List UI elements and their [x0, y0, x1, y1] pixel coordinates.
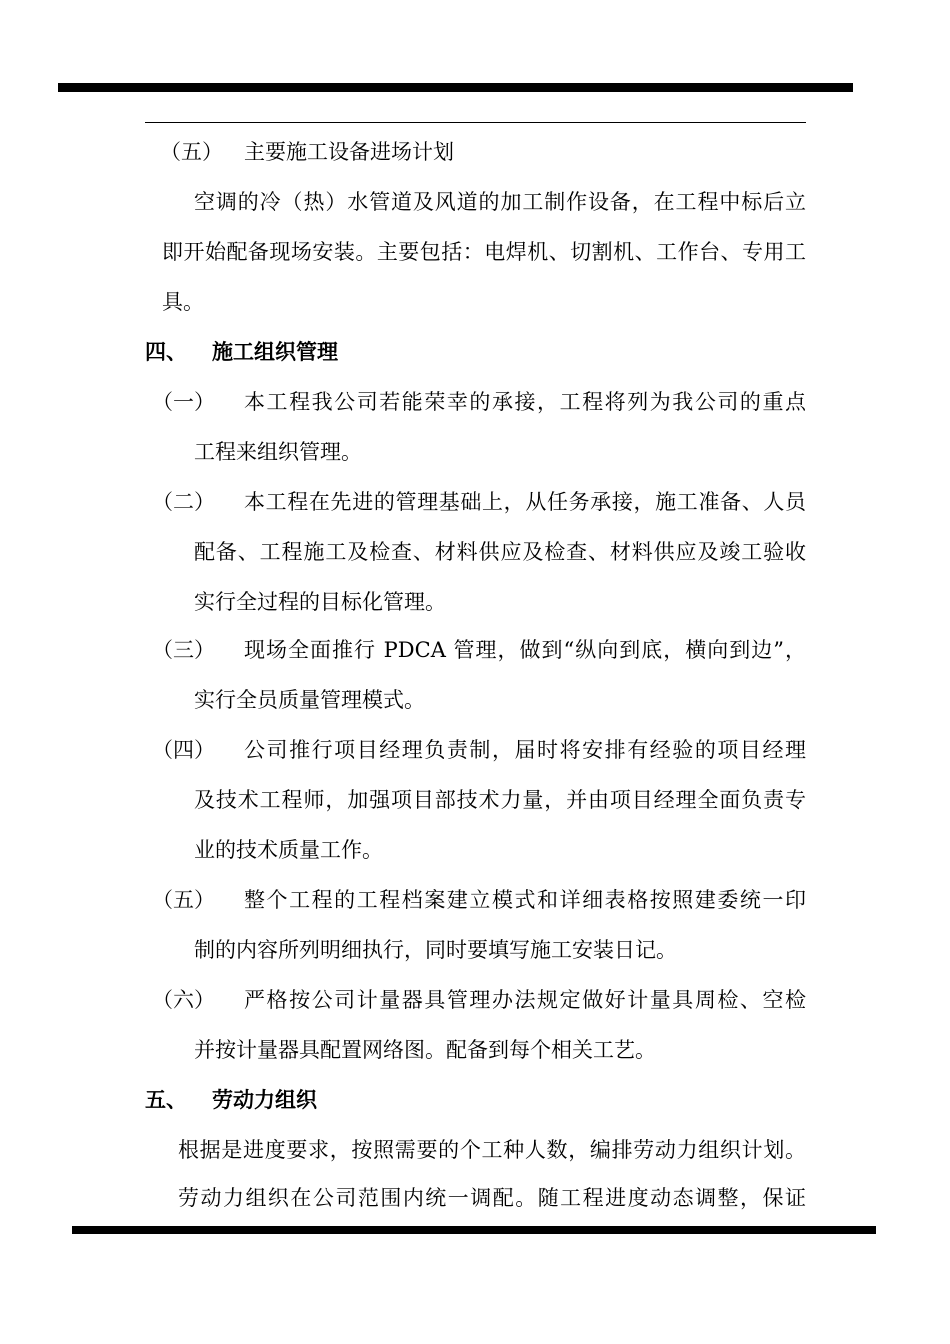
item-number: （六） [152, 988, 215, 1012]
item-line: 制的内容所列明细执行，同时要填写施工安装日记。 [194, 938, 677, 962]
header-thin-rule [145, 122, 806, 123]
paragraph-line: 具。 [162, 290, 204, 314]
item-line: 工程来组织管理。 [194, 440, 362, 464]
section-title: 劳动力组织 [212, 1087, 317, 1112]
item-line: 及技术工程师，加强项目部技术力量，并由项目经理全面负责专 [194, 788, 806, 812]
item-line: 整个工程的工程档案建立模式和详细表格按照建委统一印 [244, 888, 806, 912]
item-line: 并按计量器具配置网络图。配备到每个相关工艺。 [194, 1038, 656, 1062]
paragraph-line: 根据是进度要求，按照需要的个工种人数，编排劳动力组织计划。 [178, 1138, 806, 1162]
section-number: 四、 [145, 339, 187, 364]
section-number: 五、 [145, 1087, 187, 1112]
paragraph-line: 即开始配备现场安装。主要包括：电焊机、切割机、工作台、专用工 [162, 240, 806, 264]
footer-thick-rule [72, 1226, 876, 1234]
item-line: 现场全面推行 PDCA 管理，做到“纵向到底，横向到边”， [244, 638, 806, 662]
item-line: 本工程在先进的管理基础上，从任务承接，施工准备、人员 [244, 490, 806, 514]
item-number: （一） [152, 390, 215, 414]
item-line: 严格按公司计量器具管理办法规定做好计量具周检、空检 [244, 988, 806, 1012]
item-line: 业的技术质量工作。 [194, 838, 383, 862]
subsection-number: （五） [160, 140, 223, 164]
item-number: （五） [152, 888, 215, 912]
item-line: 本工程我公司若能荣幸的承接，工程将列为我公司的重点 [244, 390, 806, 414]
item-line: 公司推行项目经理负责制，届时将安排有经验的项目经理 [244, 738, 806, 762]
item-number: （三） [152, 638, 215, 662]
header-thick-rule [58, 83, 853, 92]
item-number: （二） [152, 490, 215, 514]
subsection-title: 主要施工设备进场计划 [244, 140, 454, 164]
section-title: 施工组织管理 [212, 339, 338, 364]
paragraph-line: 劳动力组织在公司范围内统一调配。随工程进度动态调整，保证 [178, 1186, 806, 1210]
paragraph-line: 空调的冷（热）水管道及风道的加工制作设备，在工程中标后立 [194, 190, 806, 214]
item-number: （四） [152, 738, 215, 762]
item-line: 实行全员质量管理模式。 [194, 688, 425, 712]
item-line: 配备、工程施工及检查、材料供应及检查、材料供应及竣工验收 [194, 540, 806, 564]
item-line: 实行全过程的目标化管理。 [194, 590, 446, 614]
